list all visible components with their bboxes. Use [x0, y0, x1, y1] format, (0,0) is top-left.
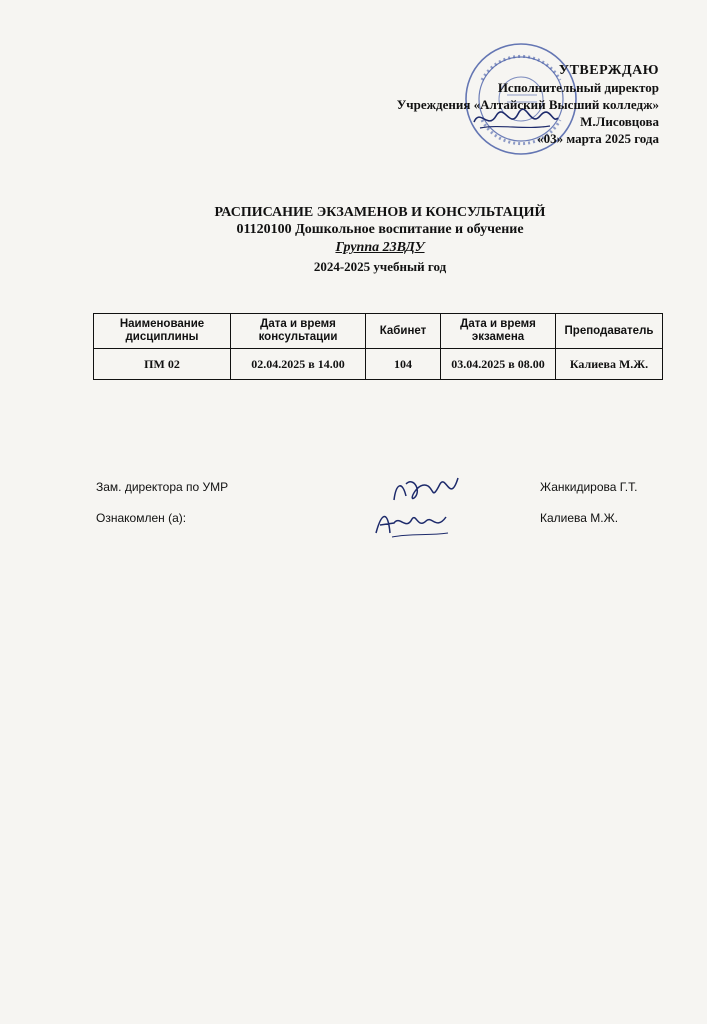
header-discipline: Наименование дисциплины	[94, 314, 231, 349]
cell-discipline: ПМ 02	[94, 349, 231, 380]
approval-block	[397, 62, 659, 147]
document-specialty: 01120100 Дошкольное воспитание и обучение	[236, 222, 524, 237]
header-room: Кабинет	[366, 314, 441, 349]
approval-title: УТВЕРЖДАЮ	[558, 63, 659, 78]
deputy-name: Жанкидирова Г.Т.	[540, 480, 638, 494]
approval-signatory: М.Лисовцова	[580, 114, 659, 129]
cell-exam: 03.04.2025 в 08.00	[441, 349, 556, 380]
cell-teacher: Калиева М.Ж.	[556, 349, 663, 380]
approval-institution: Учреждения «Алтайский Высший колледж»	[396, 97, 659, 112]
document-year: 2024-2025 учебный год	[313, 259, 447, 274]
acquainted-name: Калиева М.Ж.	[540, 511, 619, 525]
schedule-table	[93, 313, 663, 380]
teacher-signature-icon	[372, 505, 452, 541]
acquainted-label: Ознакомлен (а):	[96, 511, 187, 525]
header-exam: Дата и время экзамена	[441, 314, 556, 349]
header-teacher: Преподаватель	[556, 314, 663, 349]
approval-date: «03» марта 2025 года	[537, 131, 659, 146]
cell-room: 104	[366, 349, 441, 380]
deputy-label: Зам. директора по УМР	[96, 480, 229, 494]
table-header-row	[94, 314, 663, 349]
table-row	[94, 349, 663, 380]
approval-position: Исполнительный директор	[497, 80, 659, 95]
deputy-signature-icon	[388, 470, 468, 510]
header-consultation: Дата и время консультации	[231, 314, 366, 349]
cell-consultation: 02.04.2025 в 14.00	[231, 349, 366, 380]
document-group: Группа 23ВДУ	[335, 240, 425, 255]
document-title: РАСПИСАНИЕ ЭКЗАМЕНОВ И КОНСУЛЬТАЦИЙ	[214, 205, 546, 220]
